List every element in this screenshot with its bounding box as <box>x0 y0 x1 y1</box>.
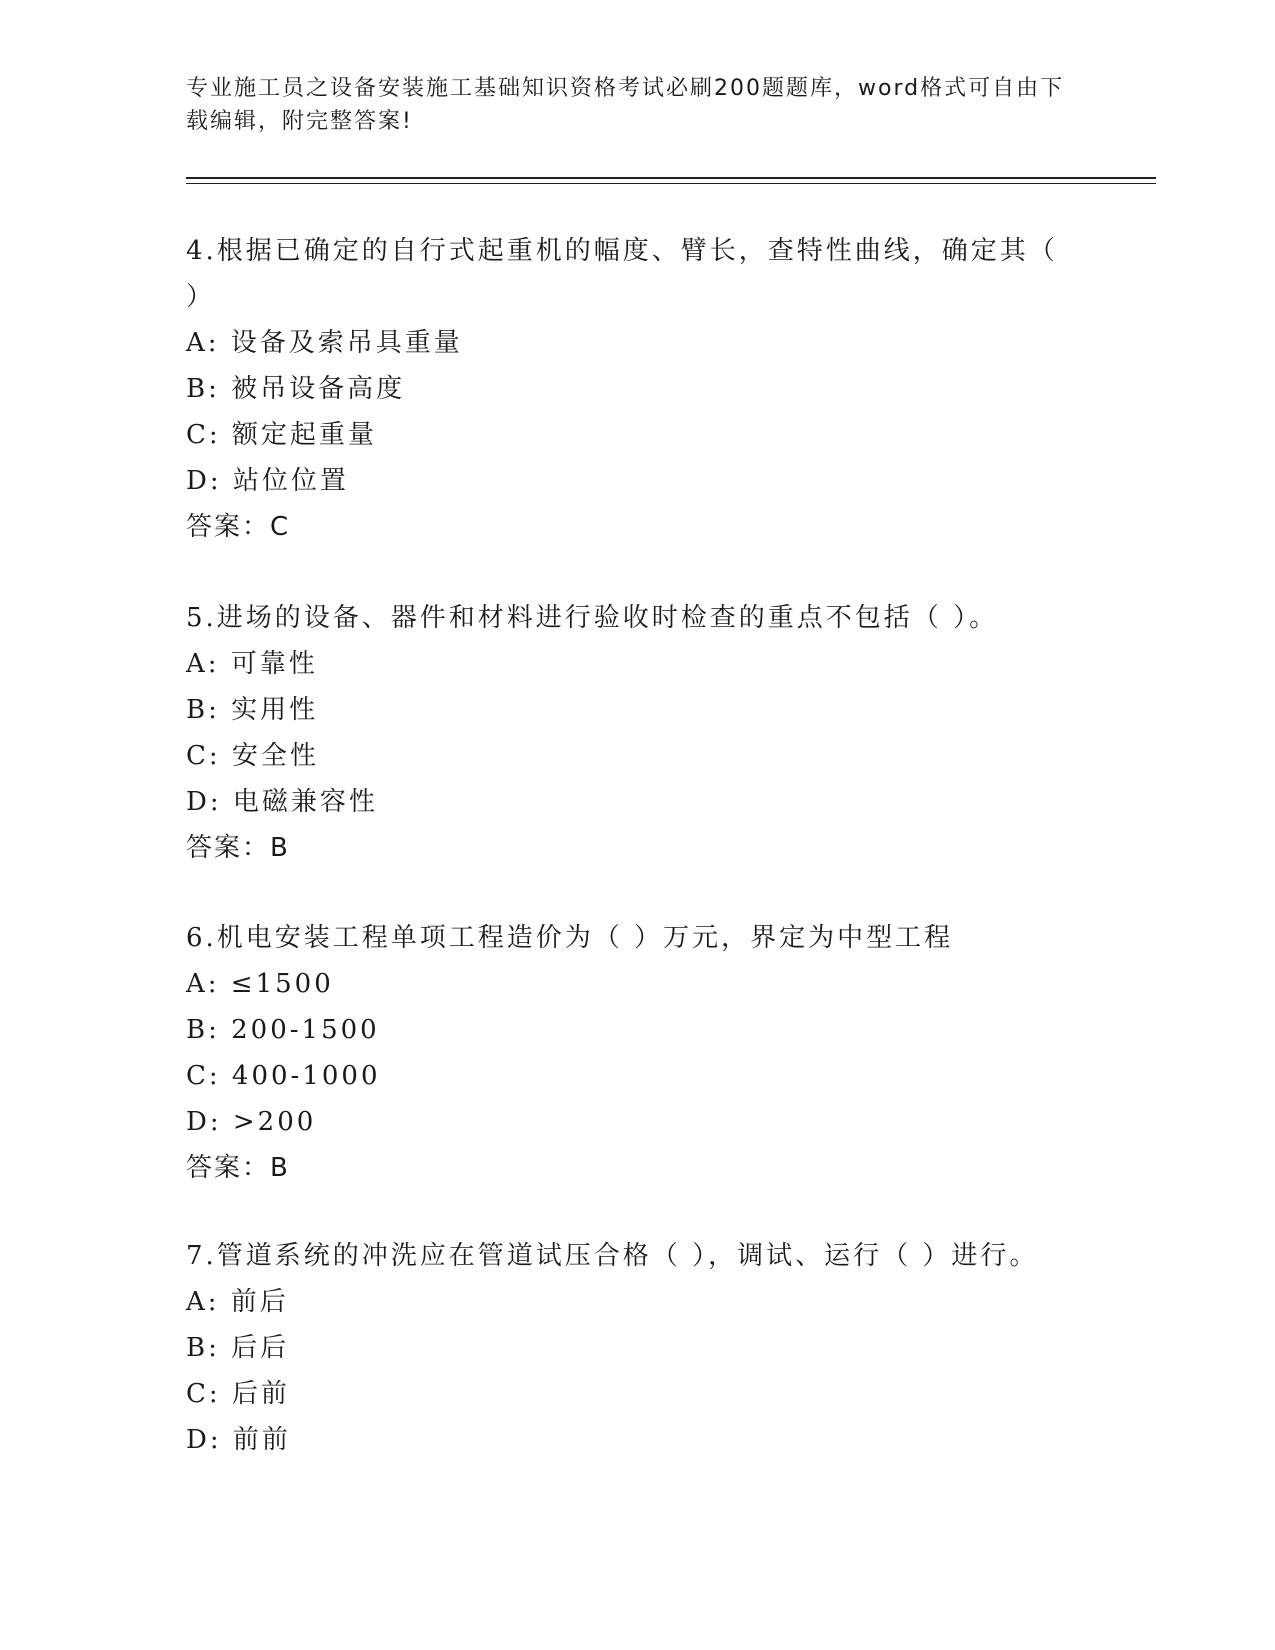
option-c: C: 额定起重量 <box>186 420 377 450</box>
header-divider-thin <box>186 183 1156 184</box>
option-a: A: 可靠性 <box>186 649 318 679</box>
option-a: A: 前后 <box>186 1287 289 1317</box>
question-stem: 5.进场的设备、器件和材料进行验收时检查的重点不包括（ ）。 <box>186 603 999 633</box>
question-block <box>186 1233 1066 1463</box>
option-a: A: 设备及索吊具重量 <box>186 328 463 358</box>
option-c: C: 安全性 <box>186 741 319 771</box>
option-b: B: 后后 <box>186 1333 290 1363</box>
option-b: B: 实用性 <box>186 695 319 725</box>
question-stem: 7.管道系统的冲洗应在管道试压合格（ ），调试、运行（ ）进行。 <box>186 1241 1039 1271</box>
answer-text: 答案：B <box>186 1153 290 1183</box>
question-block <box>186 915 1066 1191</box>
option-b: B: 被吊设备高度 <box>186 374 406 404</box>
answer-text: 答案：C <box>186 512 291 542</box>
option-c: C: 后前 <box>186 1379 290 1409</box>
option-d: D: 前前 <box>186 1425 291 1455</box>
option-d: D: 电磁兼容性 <box>186 787 378 817</box>
header-divider <box>186 177 1156 179</box>
answer-text: 答案：B <box>186 833 290 863</box>
option-b: B: 200-1500 <box>186 1015 380 1045</box>
document-header-title: 专业施工员之设备安装施工基础知识资格考试必刷200题题库，word格式可自由下载编辑，附完整答案! <box>186 76 1065 134</box>
option-d: D: >200 <box>186 1107 317 1137</box>
question-stem: 6.机电安装工程单项工程造价为（ ）万元，界定为中型工程 <box>186 923 954 953</box>
question-block <box>186 228 1066 550</box>
option-d: D: 站位位置 <box>186 466 349 496</box>
question-block <box>186 595 1066 871</box>
option-c: C: 400-1000 <box>186 1061 381 1091</box>
option-a: A: ≤1500 <box>186 969 334 999</box>
question-stem: 4.根据已确定的自行式起重机的幅度、臂长，查特性曲线，确定其（ ） <box>186 236 1058 312</box>
